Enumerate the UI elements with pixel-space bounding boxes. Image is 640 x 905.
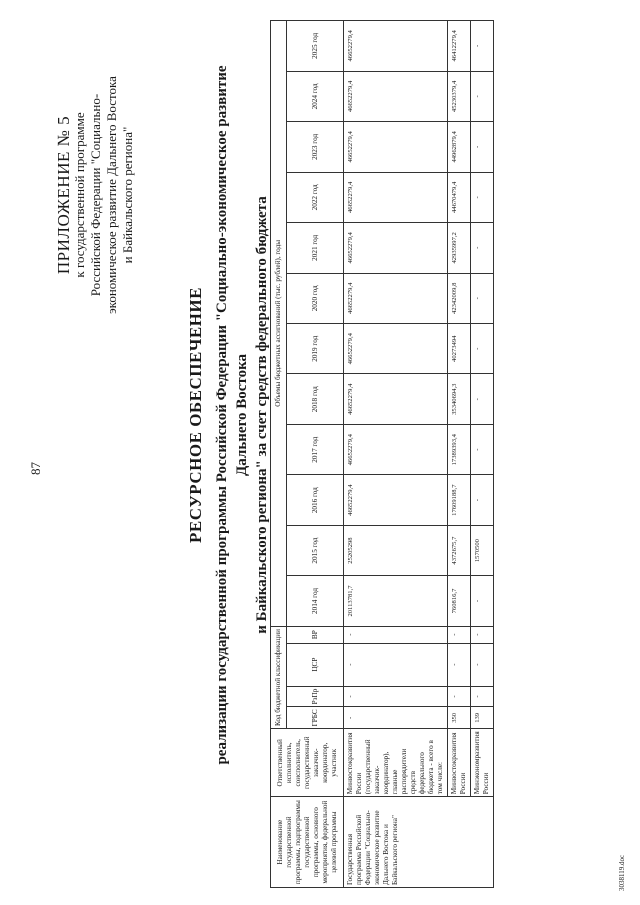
- rzpr-cell: -: [448, 686, 471, 707]
- value-cell: 44670479,4: [448, 172, 471, 222]
- value-cell: 46652279,4: [344, 223, 448, 273]
- vr-cell: -: [471, 626, 494, 643]
- column-header-year: 2023 год: [287, 122, 344, 172]
- column-header-vr: ВР: [287, 626, 344, 643]
- value-cell: 17609188,7: [448, 475, 471, 525]
- value-cell: -: [471, 21, 494, 72]
- responsible-cell: Минвостокразвития России: [448, 729, 471, 797]
- column-header-rzpr: РзПр: [287, 686, 344, 707]
- column-header-year: 2021 год: [287, 223, 344, 273]
- column-header-year: 2025 год: [287, 21, 344, 72]
- grbs-cell: -: [344, 707, 448, 729]
- value-cell: 4372675,7: [448, 525, 471, 575]
- rzpr-cell: -: [471, 686, 494, 707]
- column-group-code: Код бюджетной классификации: [271, 626, 287, 729]
- table-row: [471, 21, 494, 888]
- value-cell: 42935997,2: [448, 223, 471, 273]
- grbs-cell: 139: [471, 707, 494, 729]
- value-cell: 1570500: [471, 525, 494, 575]
- value-cell: 46652279,4: [344, 324, 448, 374]
- value-cell: -: [471, 122, 494, 172]
- value-cell: 46652279,4: [344, 273, 448, 323]
- value-cell: 25205298: [344, 525, 448, 575]
- value-cell: -: [471, 374, 494, 424]
- table-row: [344, 21, 448, 888]
- value-cell: 40273494: [448, 324, 471, 374]
- value-cell: 46652279,4: [344, 71, 448, 121]
- grbs-cell: 350: [448, 707, 471, 729]
- value-cell: -: [471, 172, 494, 222]
- page-number: 87: [28, 462, 43, 475]
- column-header-responsible: Ответственный исполнитель, соисполнитель, государственный заказчик-координатор, участник: [271, 729, 344, 797]
- value-cell: 46652279,4: [344, 172, 448, 222]
- value-cell: 46652279,4: [344, 122, 448, 172]
- document-subtitle-line: и Байкальского региона" за счет средств федерального бюджета: [254, 196, 270, 634]
- responsible-cell: Минвостокразвития России (государственный заказчик-координатор), главные распорядители средств федерального бюджета - всего в том числе:: [344, 729, 448, 797]
- responsible-cell: Минэкономразвития России: [471, 729, 494, 797]
- value-cell: 46652279,4: [344, 21, 448, 72]
- appendix-line: и Байкальского региона": [120, 126, 135, 264]
- document-subtitle-line: реализации государственной программы Российской Федерации "Социально-экономическое развитие Дальнего Востока: [214, 65, 250, 765]
- column-header-grbs: ГРБС: [287, 707, 344, 729]
- column-header-year: 2014 год: [287, 576, 344, 626]
- value-cell: 46412279,4: [448, 21, 471, 72]
- vr-cell: -: [448, 626, 471, 643]
- column-header-year: 2020 год: [287, 273, 344, 323]
- appendix-line: к государственной программе: [72, 112, 87, 278]
- column-header-year: 2015 год: [287, 525, 344, 575]
- column-header-year: 2017 год: [287, 424, 344, 474]
- appendix-block: [56, 45, 136, 345]
- column-header-year: 2022 год: [287, 172, 344, 222]
- value-cell: 46652279,4: [344, 475, 448, 525]
- value-cell: 45230379,4: [448, 71, 471, 121]
- column-group-volume: Объемы бюджетных ассигнований (тыс. рублей), годы: [271, 21, 287, 627]
- value-cell: 42342009,8: [448, 273, 471, 323]
- value-cell: 35340694,3: [448, 374, 471, 424]
- value-cell: -: [471, 576, 494, 626]
- table-row: [448, 21, 471, 888]
- value-cell: -: [471, 71, 494, 121]
- column-header-year: 2024 год: [287, 71, 344, 121]
- csr-cell: -: [344, 643, 448, 686]
- file-code: 3038119.doc: [618, 854, 626, 891]
- csr-cell: -: [448, 643, 471, 686]
- value-cell: 44962879,4: [448, 122, 471, 172]
- column-header-year: 2019 год: [287, 324, 344, 374]
- appendix-line: Российской Федерации "Социально-: [88, 93, 103, 297]
- appendix-title: ПРИЛОЖЕНИЕ № 5: [54, 115, 73, 275]
- vr-cell: -: [344, 626, 448, 643]
- value-cell: 17389393,4: [448, 424, 471, 474]
- csr-cell: -: [471, 643, 494, 686]
- value-cell: 20113781,7: [344, 576, 448, 626]
- appendix-line: экономическое развитие Дальнего Востока: [104, 76, 119, 314]
- resource-table: [270, 20, 494, 888]
- rzpr-cell: -: [344, 686, 448, 707]
- table-header-row: [271, 21, 287, 888]
- column-header-year: 2016 год: [287, 475, 344, 525]
- value-cell: -: [471, 324, 494, 374]
- document-title: РЕСУРСНОЕ ОБЕСПЕЧЕНИЕ: [186, 287, 205, 543]
- value-cell: -: [471, 424, 494, 474]
- program-name-cell: Государственная программа Российской Федерации "Социально-экономическое развитие Дальнего Востока и Байкальского региона": [344, 797, 494, 888]
- value-cell: -: [471, 475, 494, 525]
- column-header-name: Наименование государственной программы, подпрограммы государственной программы, основного мероприятия, федеральной целевой программы: [271, 797, 344, 888]
- value-cell: 46652279,4: [344, 374, 448, 424]
- column-header-csr: ЦСР: [287, 643, 344, 686]
- column-header-year: 2018 год: [287, 374, 344, 424]
- value-cell: 46652279,4: [344, 424, 448, 474]
- value-cell: -: [471, 273, 494, 323]
- value-cell: 760816,7: [448, 576, 471, 626]
- value-cell: -: [471, 223, 494, 273]
- document-heading: [186, 55, 272, 775]
